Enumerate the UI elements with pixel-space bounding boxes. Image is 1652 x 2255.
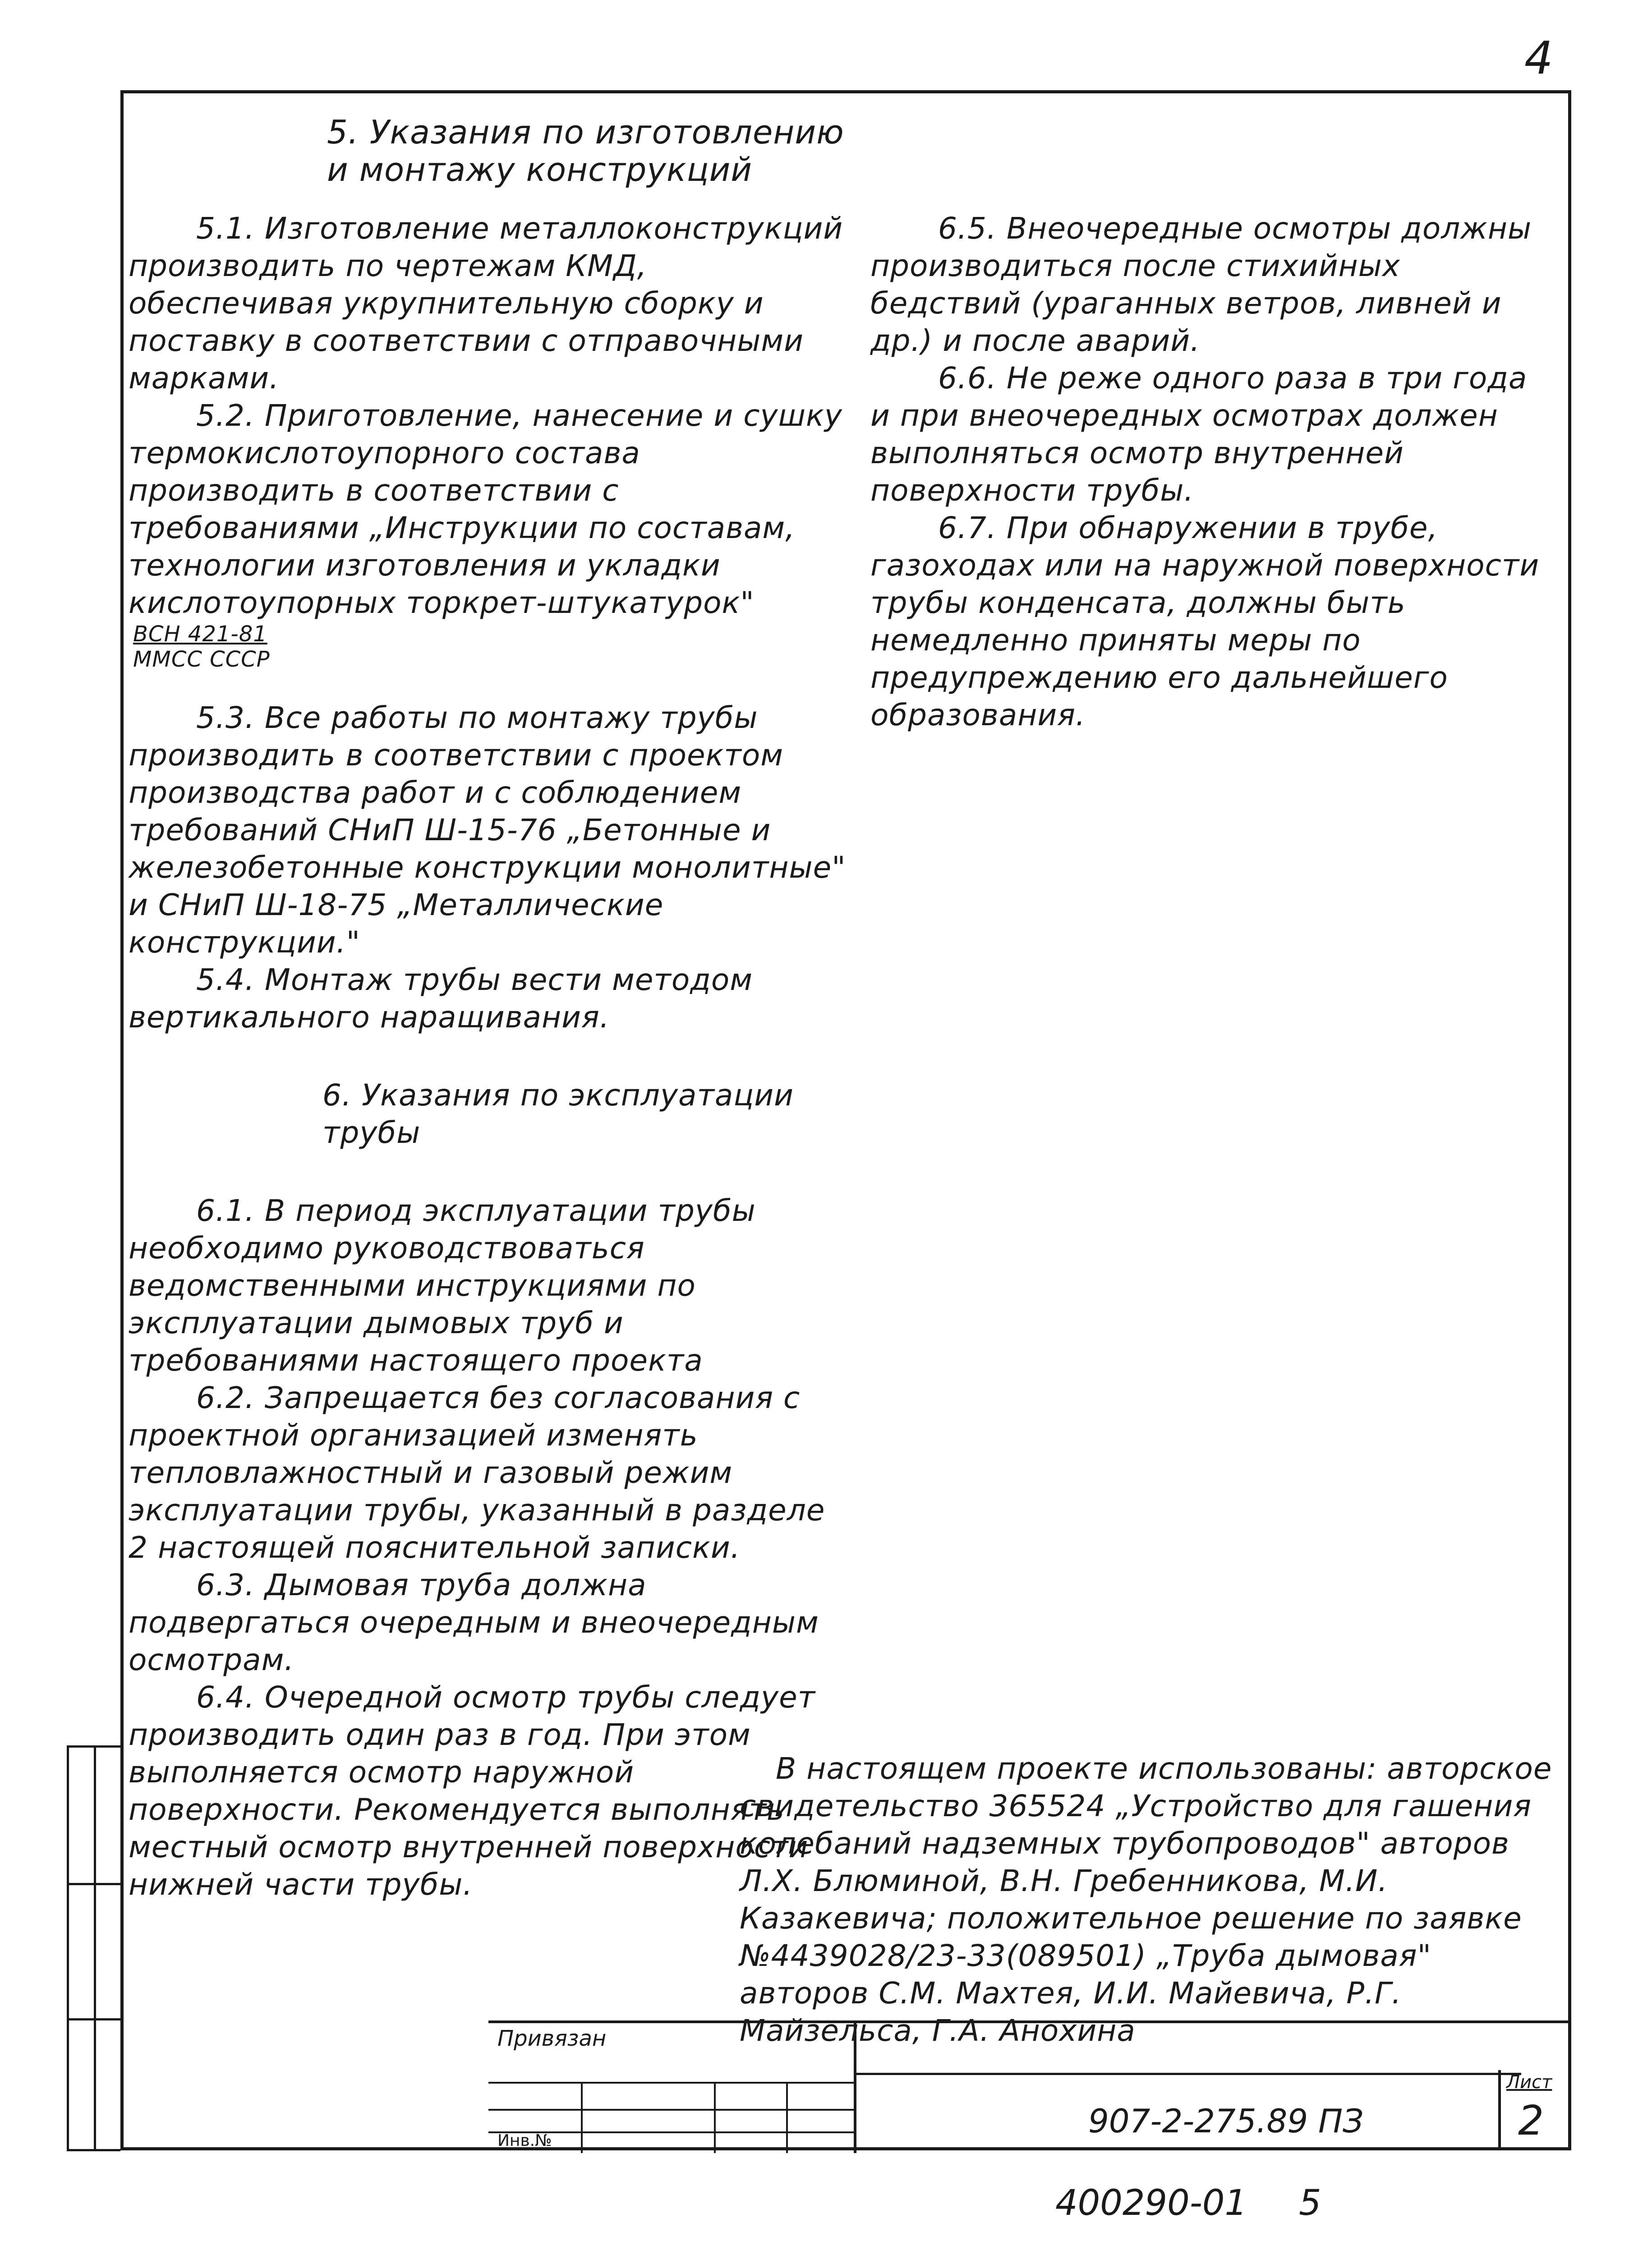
inventory-number: 400290-01: [1055, 2183, 1247, 2223]
paragraph-6-2: 6.2. Запрещается без согласования с проектной организацией изменять тепловлажностный и газовый режим эксплуатации трубы, указанный в разделе 2 настоящей пояснительной записки.: [129, 1381, 825, 1565]
paragraph-5-4: 5.4. Монтаж трубы вести методом вертикального наращивания.: [129, 962, 753, 1035]
title-block: [488, 2020, 1571, 2153]
title-block-grid: [488, 2023, 856, 2153]
paragraph-5-3: 5.3. Все работы по монтажу трубы производить в соответствии с проектом производства работ и с соблюдением требований СНиП Ш-15-76 „Бетонные и железобетонные конструкции монолитные" и СНиП Ш-18-75 „Металлические конструкции.": [129, 700, 846, 960]
document-code-cell: [854, 2073, 1521, 2155]
standard-reference-org: ММСС СССР: [133, 647, 270, 672]
document-code: 907-2-275.89 ПЗ: [1088, 2102, 1364, 2140]
section6-title-line2: трубы: [322, 1115, 421, 1150]
paragraph-6-7: 6.7. При обнаружении в трубе, газоходах или на наружной поверхности трубы конденсата, должны быть немедленно приняты меры по предупреждению его дальнейшего образования.: [870, 511, 1540, 732]
section6-heading: [129, 1077, 850, 1151]
paragraph-6-1: 6.1. В период эксплуатации трубы необходимо руководствоваться ведомственными инструкциями по эксплуатации дымовых труб и требованиями настоящего проекта: [129, 1193, 756, 1378]
standard-reference-code: ВСН 421-81: [133, 621, 267, 647]
section5-heading: [327, 114, 844, 189]
paragraph-5-1: 5.1. Изготовление металлоконструкций производить по чертежам КМД, обеспечивая укрупнительную сборку и поставку в соответствии с отправочными марками.: [129, 211, 843, 396]
section5-title-line2: и монтажу конструкций: [327, 151, 753, 189]
right-column: [870, 210, 1556, 734]
paragraph-6-3: 6.3. Дымовая труба должна подвергаться очередным и внеочередным осмотрам.: [129, 1568, 819, 1677]
binding-strip: [67, 1745, 120, 2151]
sheet-list-cell: [1498, 2070, 1574, 2150]
section6-title-line1: 6. Указания по эксплуатации: [322, 1078, 794, 1113]
inventory-page: 5: [1299, 2183, 1321, 2223]
paragraph-5-2: 5.2. Приготовление, нанесение и сушку термокислотоупорного состава производить в соответствии с требованиями „Инструкции по составам, технологии изготовления и укладки кислотоупорных торкрет-штукатурок": [129, 398, 842, 620]
inventions-note-text: В настоящем проекте использованы: авторское свидетельство 365524 „Устройство для гашения колебаний надземных трубопроводов" авторов Л.Х. Блюминой, В.Н. Гребенникова, М.И. Казакевича; положительное решение по заявке №4439028/23-33(089501) „Труба дымовая" авторов С.М. Махтея, И.И. Майевича, Р.Г. Майзельса, Г.А. Анохина: [740, 1751, 1552, 2048]
left-column: [129, 210, 850, 1903]
inventory-label: Инв.№: [497, 2131, 552, 2150]
paragraph-6-6: 6.6. Не реже одного раза в три года и при внеочередных осмотрах должен выполняться осмотр внутренней поверхности трубы.: [870, 361, 1528, 508]
section5-title-line1: 5. Указания по изготовлению: [327, 113, 844, 151]
inventions-note: [740, 1750, 1556, 2049]
paragraph-6-4: 6.4. Очередной осмотр трубы следует производить один раз в год. При этом выполняется осмотр наружной поверхности. Рекомендуется выполнять местный осмотр внутренней поверхности нижней части трубы.: [129, 1680, 816, 1902]
bind-label: Привязан: [497, 2026, 607, 2051]
list-number: 2: [1518, 2097, 1544, 2145]
list-label: Лист: [1506, 2072, 1552, 2093]
paragraph-6-5: 6.5. Внеочередные осмотры должны производиться после стихийных бедствий (ураганных ветров, ливней и др.) и после аварий.: [870, 211, 1532, 358]
standard-reference: [133, 621, 850, 672]
sheet-number: 4: [1524, 32, 1553, 84]
